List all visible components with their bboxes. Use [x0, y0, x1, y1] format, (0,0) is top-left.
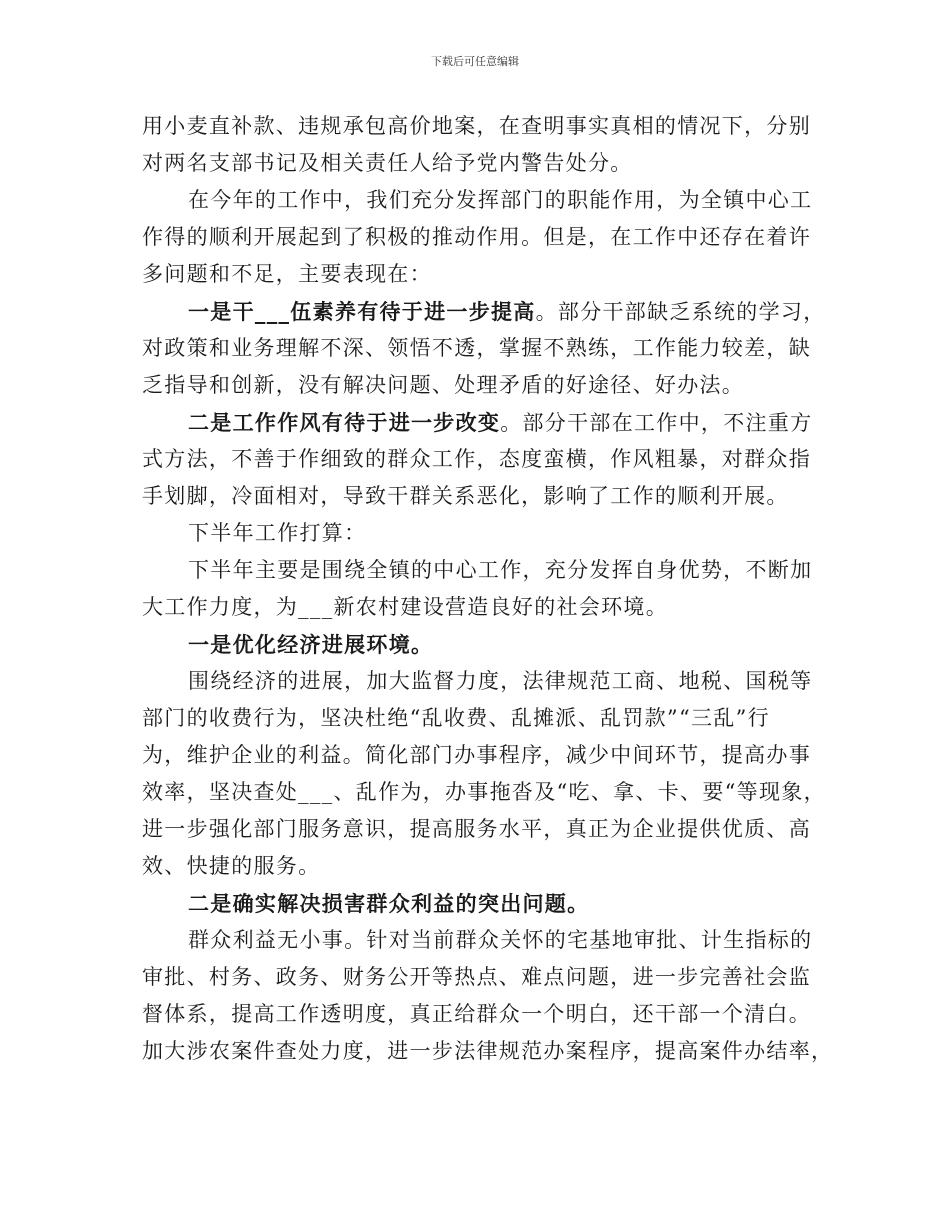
text-line: 部门的收费行为，坚决杜绝“乱收费、乱摊派、乱罚款”“三乱”行 [142, 706, 770, 730]
text-line: 围绕经济的进展，加大监督力度，法律规范工商、地税、国税等 [188, 669, 813, 693]
text-line: 下半年工作打算： [188, 521, 367, 545]
bold-lead: 一是干___伍素养有待于进一步提高 [188, 299, 536, 324]
lead-tail: 。部分干部在工作中，不注重方 [500, 411, 813, 435]
text-line [142, 404, 814, 441]
text-line: 督体系，提高工作透明度，真正给群众一个明白，还干部一个清白。 [142, 1002, 811, 1026]
document-body [142, 108, 834, 1070]
text-line: 大工作力度，为___新农村建设营造良好的社会环境。 [142, 595, 668, 619]
text-line: 下半年主要是围绕全镇的中心工作，充分发挥自身优势，不断加 [188, 558, 813, 582]
text-line: 对政策和业务理解不深、领悟不透，掌握不熟练，工作能力较差，缺 [142, 336, 811, 360]
text-line: 式方法，不善于作细致的群众工作，态度蛮横，作风粗暴，对群众指 [142, 447, 811, 471]
text-line: 乏指导和创新，没有解决问题、处理矛盾的好途径、好办法。 [142, 373, 745, 397]
text-line: 多问题和不足，主要表现在： [142, 262, 432, 286]
text-line: 效、快捷的服务。 [142, 854, 321, 878]
text-line: 进一步强化部门服务意识，提高服务水平，真正为企业提供优质、高 [142, 817, 811, 841]
text-line [142, 293, 826, 330]
text-line: 在今年的工作中，我们充分发挥部门的职能作用，为全镇中心工 [188, 188, 813, 212]
text-line: 加大涉农案件查处力度，进一步法律规范办案程序，提高案件办结率， [142, 1039, 834, 1063]
text-line: 为，维护企业的利益。简化部门办事程序，减少中间环节，提高办事 [142, 743, 811, 767]
text-line: 群众利益无小事。针对当前群众关怀的宅基地审批、计生指标的 [188, 928, 813, 952]
text-line: 效率，坚决查处___、乱作为，办事拖沓及“吃、拿、卡、要“等现象， [142, 780, 826, 804]
text-line: 对两名支部书记及相关责任人给予党内警告处分。 [142, 151, 633, 175]
section-heading: 一是优化经济进展环境。 [188, 632, 434, 657]
text-line: 作得的顺利开展起到了积极的推动作用。但是，在工作中还存在着许 [142, 225, 811, 249]
text-line: 手划脚，冷面相对，导致干群关系恶化，影响了工作的顺利开展。 [142, 484, 789, 508]
text-line: 用小麦直补款、违规承包高价地案，在查明事实真相的情况下，分别 [142, 114, 811, 138]
text-line: 审批、村务、政务、财务公开等热点、难点问题，进一步完善社会监 [142, 965, 811, 989]
page-header: 下载后可任意编辑 [431, 55, 519, 68]
section-heading: 二是确实解决损害群众利益的突出问题。 [188, 891, 590, 916]
lead-tail: 。部分干部缺乏系统的学习， [535, 300, 826, 324]
bold-lead: 二是工作作风有待于进一步改变 [188, 410, 501, 435]
